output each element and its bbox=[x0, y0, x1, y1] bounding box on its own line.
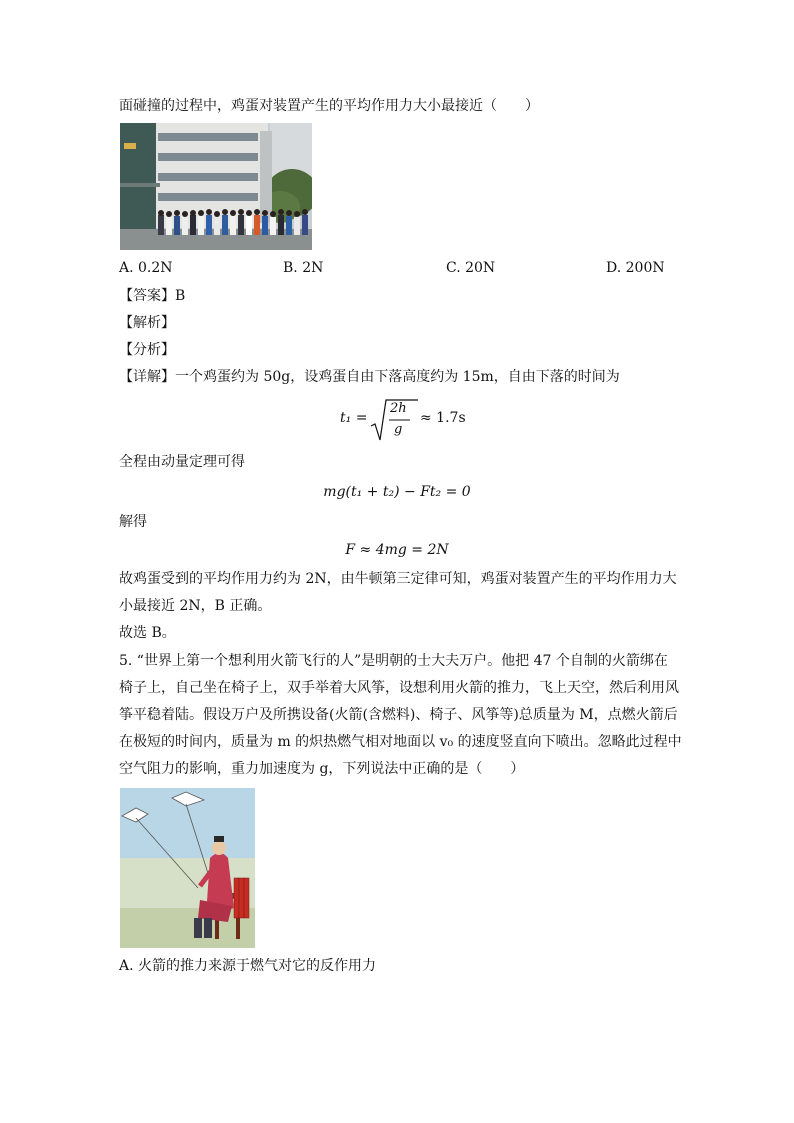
conclusion-line-1: 故鸡蛋受到的平均作用力约为 2N，由牛顿第三定律可知，鸡蛋对装置产生的平均作用力大 bbox=[119, 571, 677, 587]
q5-line-3: 筝平稳着陆。假设万户及所携设备(火箭(含燃料)、椅子、风筝等)总质量为 M，点燃火箭后 bbox=[119, 707, 678, 723]
q5-line-4: 在极短的时间内，质量为 m 的炽热燃气相对地面以 v₀ 的速度竖直向下喷出。忽略此过程中 bbox=[119, 734, 682, 750]
conclusion-line-2: 小最接近 2N，B 正确。 bbox=[119, 598, 272, 614]
detail-line: 【详解】一个鸡蛋约为 50g，设鸡蛋自由下落高度约为 15m，自由下落的时间为 bbox=[119, 369, 620, 385]
option-d: D. 200N bbox=[606, 260, 665, 276]
q4-stem-tail: 面碰撞的过程中，鸡蛋对装置产生的平均作用力大小最接近（ ） bbox=[119, 98, 539, 114]
eq1-rhs: ≈ 1.7s bbox=[420, 410, 466, 426]
building-crowd-photo bbox=[120, 123, 312, 250]
answer-label: 【答案】B bbox=[119, 288, 186, 304]
fenxi-label: 【分析】 bbox=[119, 342, 175, 358]
q5-line-1: 5. “世界上第一个想利用火箭飞行的人”是明朝的士大夫万户。他把 47 个自制的火箭绑在 bbox=[119, 653, 668, 669]
option-a: A. 0.2N bbox=[119, 260, 173, 276]
momentum-text: 全程由动量定理可得 bbox=[119, 454, 245, 470]
analysis-label: 【解析】 bbox=[119, 315, 175, 331]
q5-option-a: A. 火箭的推力来源于燃气对它的反作用力 bbox=[119, 958, 377, 974]
equation-momentum: mg(t₁ + t₂) − Ft₂ = 0 bbox=[323, 484, 471, 500]
q5-line-5: 空气阻力的影响，重力加速度为 g，下列说法中正确的是（ ） bbox=[119, 761, 525, 777]
option-b: B. 2N bbox=[283, 260, 324, 276]
eq1-numerator: 2h bbox=[390, 401, 407, 416]
q5-line-2: 椅子上，自己坐在椅子上，双手举着大风筝，设想利用火箭的推力，飞上天空，然后利用风 bbox=[119, 680, 679, 696]
solve-text: 解得 bbox=[119, 514, 147, 530]
equation-force: F ≈ 4mg = 2N bbox=[345, 542, 449, 558]
choose-line: 故选 B。 bbox=[119, 625, 176, 641]
eq1-lhs: t₁ = bbox=[340, 410, 368, 426]
eq1-denominator: g bbox=[394, 422, 403, 437]
equation-time bbox=[340, 398, 480, 444]
option-c: C. 20N bbox=[446, 260, 496, 276]
wanhu-illustration bbox=[120, 788, 255, 948]
